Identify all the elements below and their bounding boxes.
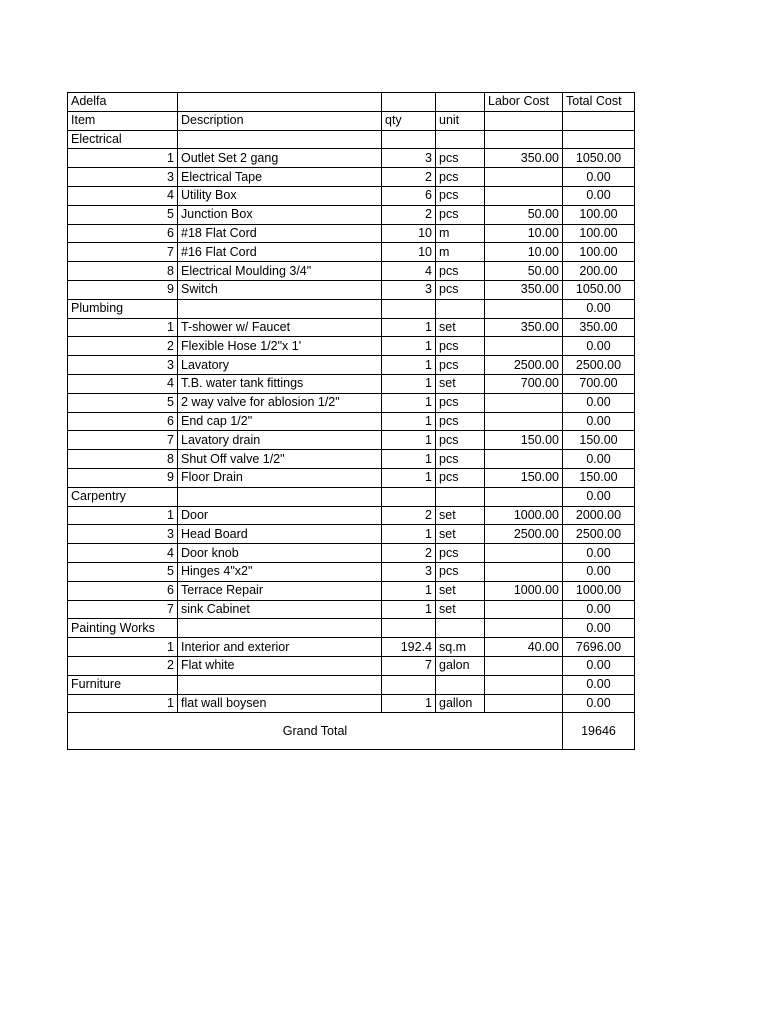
section-row — [68, 130, 635, 149]
item-number: 1 — [68, 506, 178, 525]
item-labor-cost: 50.00 — [485, 205, 563, 224]
empty-cell — [382, 93, 436, 112]
item-labor-cost: 150.00 — [485, 431, 563, 450]
section-total: 0.00 — [563, 487, 635, 506]
table-row — [68, 431, 635, 450]
empty-cell — [382, 619, 436, 638]
item-description: Utility Box — [178, 186, 382, 205]
item-number: 7 — [68, 243, 178, 262]
item-unit: pcs — [436, 544, 485, 563]
table-row — [68, 262, 635, 281]
item-labor-cost: 1000.00 — [485, 506, 563, 525]
item-description: Hinges 4"x2" — [178, 562, 382, 581]
section-name: Carpentry — [68, 487, 178, 506]
item-unit: pcs — [436, 337, 485, 356]
item-total-cost: 7696.00 — [563, 638, 635, 657]
item-unit: set — [436, 600, 485, 619]
item-description: 2 way valve for ablosion 1/2" — [178, 393, 382, 412]
table-row — [68, 205, 635, 224]
item-labor-cost: 10.00 — [485, 243, 563, 262]
empty-cell — [178, 487, 382, 506]
table-row — [68, 168, 635, 187]
item-unit: pcs — [436, 186, 485, 205]
item-description: Outlet Set 2 gang — [178, 149, 382, 168]
item-unit: galon — [436, 656, 485, 675]
item-description: Head Board — [178, 525, 382, 544]
item-labor-cost: 700.00 — [485, 374, 563, 393]
item-total-cost: 1050.00 — [563, 280, 635, 299]
item-number: 3 — [68, 525, 178, 544]
item-unit: set — [436, 525, 485, 544]
item-labor-cost: 1000.00 — [485, 581, 563, 600]
item-number: 4 — [68, 374, 178, 393]
item-description: Shut Off valve 1/2" — [178, 450, 382, 469]
item-labor-cost — [485, 450, 563, 469]
item-total-cost: 0.00 — [563, 562, 635, 581]
item-description: Electrical Moulding 3/4" — [178, 262, 382, 281]
item-unit: m — [436, 243, 485, 262]
item-labor-cost: 350.00 — [485, 280, 563, 299]
table-row — [68, 656, 635, 675]
item-total-cost: 2000.00 — [563, 506, 635, 525]
item-description: T.B. water tank fittings — [178, 374, 382, 393]
item-unit: pcs — [436, 149, 485, 168]
item-unit: sq.m — [436, 638, 485, 657]
empty-cell — [485, 487, 563, 506]
item-qty: 3 — [382, 562, 436, 581]
empty-cell — [436, 675, 485, 694]
item-qty: 7 — [382, 656, 436, 675]
table-row — [68, 280, 635, 299]
empty-cell — [178, 675, 382, 694]
item-labor-cost — [485, 186, 563, 205]
item-labor-cost: 2500.00 — [485, 525, 563, 544]
item-qty: 1 — [382, 318, 436, 337]
item-total-cost: 0.00 — [563, 656, 635, 675]
header-total-cost: Total Cost — [563, 93, 635, 112]
item-unit: gallon — [436, 694, 485, 713]
item-total-cost: 2500.00 — [563, 356, 635, 375]
item-number: 6 — [68, 224, 178, 243]
section-name: Plumbing — [68, 299, 178, 318]
table-row — [68, 337, 635, 356]
table-row — [68, 638, 635, 657]
empty-cell — [382, 299, 436, 318]
table-row — [68, 694, 635, 713]
item-labor-cost — [485, 544, 563, 563]
item-description: Door — [178, 506, 382, 525]
empty-cell — [485, 619, 563, 638]
item-unit: pcs — [436, 205, 485, 224]
empty-cell — [485, 675, 563, 694]
grand-total-label: Grand Total — [68, 713, 563, 750]
item-description: Switch — [178, 280, 382, 299]
empty-cell — [436, 487, 485, 506]
empty-cell — [178, 299, 382, 318]
table-row — [68, 374, 635, 393]
item-description: #18 Flat Cord — [178, 224, 382, 243]
item-total-cost: 1000.00 — [563, 581, 635, 600]
item-total-cost: 150.00 — [563, 431, 635, 450]
table-row — [68, 149, 635, 168]
item-qty: 2 — [382, 205, 436, 224]
empty-cell — [436, 93, 485, 112]
empty-cell — [436, 619, 485, 638]
section-row — [68, 619, 635, 638]
item-qty: 2 — [382, 168, 436, 187]
empty-cell — [436, 130, 485, 149]
item-qty: 10 — [382, 224, 436, 243]
table-row — [68, 506, 635, 525]
item-qty: 1 — [382, 468, 436, 487]
item-qty: 6 — [382, 186, 436, 205]
empty-cell — [563, 111, 635, 130]
item-description: Interior and exterior — [178, 638, 382, 657]
item-qty: 1 — [382, 600, 436, 619]
item-unit: pcs — [436, 280, 485, 299]
table-row — [68, 581, 635, 600]
item-labor-cost: 350.00 — [485, 318, 563, 337]
item-labor-cost — [485, 412, 563, 431]
item-labor-cost — [485, 694, 563, 713]
table-row — [68, 224, 635, 243]
empty-cell — [178, 619, 382, 638]
item-number: 1 — [68, 149, 178, 168]
item-qty: 2 — [382, 506, 436, 525]
empty-cell — [485, 299, 563, 318]
item-unit: pcs — [436, 262, 485, 281]
item-unit: m — [436, 224, 485, 243]
item-number: 5 — [68, 393, 178, 412]
item-unit: set — [436, 318, 485, 337]
table-row — [68, 600, 635, 619]
project-name: Adelfa — [68, 93, 178, 112]
item-unit: pcs — [436, 562, 485, 581]
item-description: Flat white — [178, 656, 382, 675]
item-qty: 1 — [382, 412, 436, 431]
empty-cell — [485, 130, 563, 149]
item-labor-cost — [485, 656, 563, 675]
header-item: Item — [68, 111, 178, 130]
item-qty: 4 — [382, 262, 436, 281]
item-qty: 3 — [382, 280, 436, 299]
item-qty: 1 — [382, 356, 436, 375]
item-number: 5 — [68, 205, 178, 224]
item-total-cost: 0.00 — [563, 600, 635, 619]
table-row — [68, 525, 635, 544]
table-row — [68, 356, 635, 375]
item-description: Junction Box — [178, 205, 382, 224]
table-row — [68, 544, 635, 563]
table-row — [68, 318, 635, 337]
item-qty: 1 — [382, 525, 436, 544]
item-number: 2 — [68, 656, 178, 675]
item-labor-cost — [485, 393, 563, 412]
empty-cell — [382, 487, 436, 506]
item-description: Door knob — [178, 544, 382, 563]
section-name: Painting Works — [68, 619, 178, 638]
empty-cell — [178, 130, 382, 149]
section-total: 0.00 — [563, 619, 635, 638]
item-qty: 1 — [382, 581, 436, 600]
item-labor-cost — [485, 600, 563, 619]
header-description: Description — [178, 111, 382, 130]
item-total-cost: 0.00 — [563, 337, 635, 356]
item-total-cost: 0.00 — [563, 694, 635, 713]
item-number: 6 — [68, 412, 178, 431]
item-qty: 10 — [382, 243, 436, 262]
item-unit: pcs — [436, 393, 485, 412]
item-qty: 1 — [382, 431, 436, 450]
item-total-cost: 700.00 — [563, 374, 635, 393]
section-name: Furniture — [68, 675, 178, 694]
item-labor-cost: 350.00 — [485, 149, 563, 168]
item-unit: pcs — [436, 356, 485, 375]
item-number: 3 — [68, 168, 178, 187]
item-description: Floor Drain — [178, 468, 382, 487]
table-row — [68, 243, 635, 262]
empty-cell — [436, 299, 485, 318]
section-total — [563, 130, 635, 149]
item-qty: 1 — [382, 450, 436, 469]
item-number: 3 — [68, 356, 178, 375]
header-unit: unit — [436, 111, 485, 130]
empty-cell — [485, 111, 563, 130]
item-unit: pcs — [436, 431, 485, 450]
item-total-cost: 1050.00 — [563, 149, 635, 168]
item-qty: 1 — [382, 393, 436, 412]
item-description: flat wall boysen — [178, 694, 382, 713]
item-unit: set — [436, 581, 485, 600]
item-labor-cost — [485, 337, 563, 356]
item-total-cost: 100.00 — [563, 243, 635, 262]
table-row — [68, 393, 635, 412]
item-description: Lavatory — [178, 356, 382, 375]
item-total-cost: 0.00 — [563, 450, 635, 469]
item-number: 4 — [68, 186, 178, 205]
item-description: #16 Flat Cord — [178, 243, 382, 262]
item-unit: pcs — [436, 168, 485, 187]
item-labor-cost: 2500.00 — [485, 356, 563, 375]
item-description: Flexible Hose 1/2"x 1' — [178, 337, 382, 356]
item-number: 1 — [68, 318, 178, 337]
table-row — [68, 412, 635, 431]
cost-estimate-table — [67, 92, 635, 750]
item-number: 1 — [68, 638, 178, 657]
section-total: 0.00 — [563, 299, 635, 318]
item-unit: pcs — [436, 468, 485, 487]
item-qty: 1 — [382, 694, 436, 713]
section-row — [68, 675, 635, 694]
item-total-cost: 0.00 — [563, 186, 635, 205]
item-description: End cap 1/2" — [178, 412, 382, 431]
item-total-cost: 150.00 — [563, 468, 635, 487]
item-number: 8 — [68, 450, 178, 469]
item-unit: pcs — [436, 450, 485, 469]
item-number: 7 — [68, 431, 178, 450]
item-number: 1 — [68, 694, 178, 713]
item-unit: set — [436, 374, 485, 393]
empty-cell — [382, 130, 436, 149]
item-total-cost: 0.00 — [563, 393, 635, 412]
item-qty: 192.4 — [382, 638, 436, 657]
grand-total-value: 19646 — [563, 713, 635, 750]
item-description: Electrical Tape — [178, 168, 382, 187]
item-total-cost: 100.00 — [563, 224, 635, 243]
item-labor-cost — [485, 562, 563, 581]
item-number: 9 — [68, 468, 178, 487]
item-number: 4 — [68, 544, 178, 563]
item-total-cost: 0.00 — [563, 412, 635, 431]
item-total-cost: 100.00 — [563, 205, 635, 224]
item-description: Terrace Repair — [178, 581, 382, 600]
item-description: Lavatory drain — [178, 431, 382, 450]
item-qty: 3 — [382, 149, 436, 168]
item-qty: 1 — [382, 374, 436, 393]
grand-total-row — [68, 713, 635, 750]
project-row — [68, 93, 635, 112]
item-description: T-shower w/ Faucet — [178, 318, 382, 337]
item-labor-cost — [485, 168, 563, 187]
item-number: 5 — [68, 562, 178, 581]
item-total-cost: 0.00 — [563, 544, 635, 563]
item-number: 8 — [68, 262, 178, 281]
section-row — [68, 299, 635, 318]
section-name: Electrical — [68, 130, 178, 149]
table-row — [68, 468, 635, 487]
item-total-cost: 350.00 — [563, 318, 635, 337]
table-row — [68, 450, 635, 469]
empty-cell — [178, 93, 382, 112]
item-labor-cost: 10.00 — [485, 224, 563, 243]
item-labor-cost: 40.00 — [485, 638, 563, 657]
item-number: 9 — [68, 280, 178, 299]
item-number: 7 — [68, 600, 178, 619]
section-row — [68, 487, 635, 506]
section-total: 0.00 — [563, 675, 635, 694]
header-row — [68, 111, 635, 130]
item-unit: set — [436, 506, 485, 525]
item-labor-cost: 50.00 — [485, 262, 563, 281]
header-labor-cost: Labor Cost — [485, 93, 563, 112]
item-number: 2 — [68, 337, 178, 356]
table-row — [68, 186, 635, 205]
item-total-cost: 2500.00 — [563, 525, 635, 544]
empty-cell — [382, 675, 436, 694]
table-row — [68, 562, 635, 581]
item-qty: 1 — [382, 337, 436, 356]
table-body — [68, 93, 635, 750]
item-labor-cost: 150.00 — [485, 468, 563, 487]
item-total-cost: 0.00 — [563, 168, 635, 187]
header-qty: qty — [382, 111, 436, 130]
item-unit: pcs — [436, 412, 485, 431]
item-qty: 2 — [382, 544, 436, 563]
item-description: sink Cabinet — [178, 600, 382, 619]
item-number: 6 — [68, 581, 178, 600]
item-total-cost: 200.00 — [563, 262, 635, 281]
